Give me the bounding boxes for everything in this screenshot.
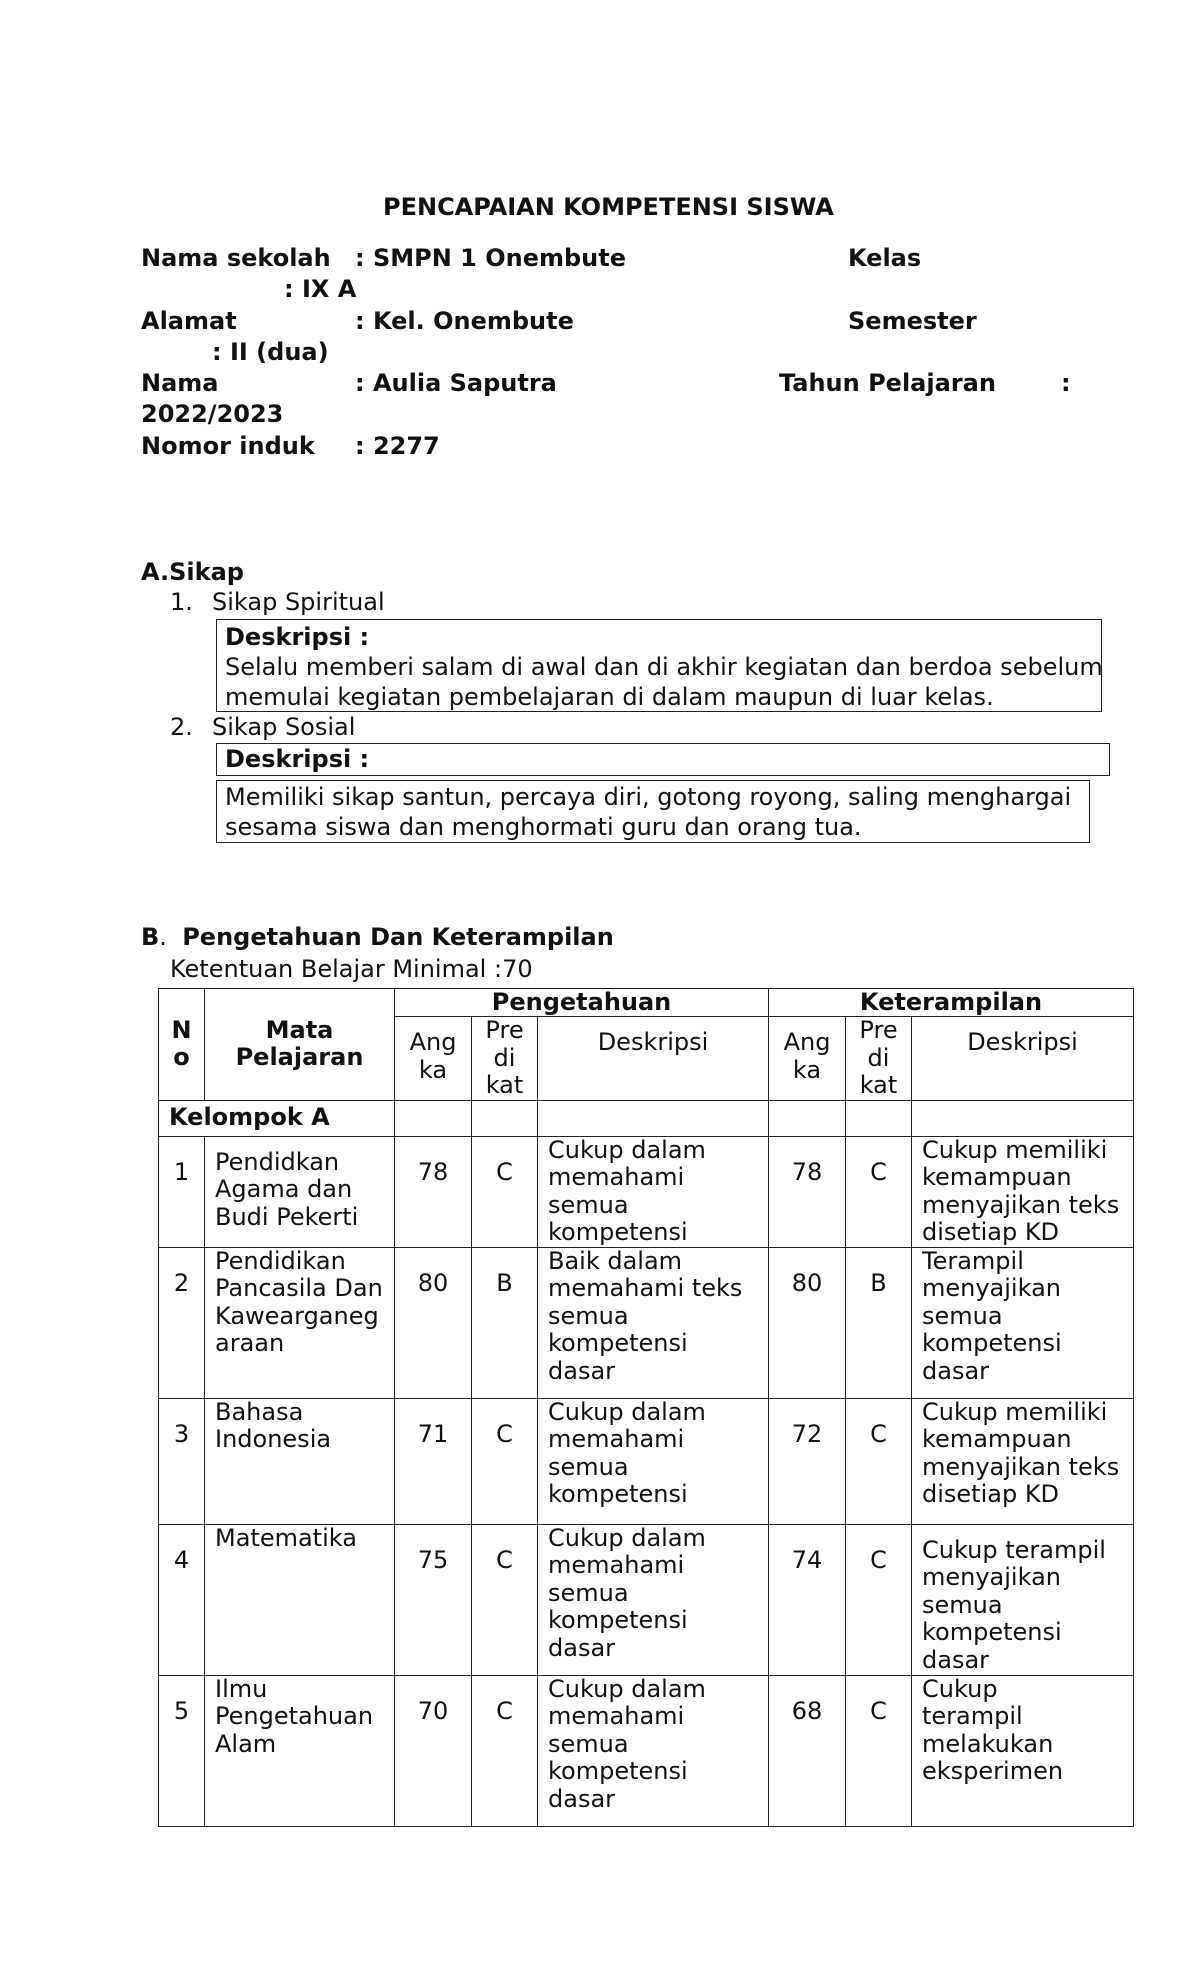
skills-predicate: C (846, 1136, 912, 1247)
skills-description (912, 1524, 1134, 1675)
address-value: : Kel. Onembute (355, 307, 574, 335)
subject-name (205, 1524, 395, 1675)
subject-name-line: Matematika (215, 1524, 357, 1552)
header-knowledge-predicate: Pre di kat (472, 1017, 538, 1101)
skills-description-line: Terampil (922, 1247, 1024, 1275)
social-number: 2. (170, 713, 193, 741)
row-number: 5 (159, 1675, 205, 1826)
header-knowledge: Pengetahuan (395, 989, 769, 1017)
grade-row (159, 1398, 1134, 1524)
subject-name (205, 1675, 395, 1826)
skills-description-line: Cukup memiliki (922, 1398, 1108, 1426)
knowledge-description-line: dasar (548, 1356, 616, 1385)
row-number: 1 (159, 1136, 205, 1247)
skills-score: 68 (769, 1675, 846, 1826)
skills-description-line: kemampuan (922, 1425, 1072, 1453)
skills-description (912, 1247, 1134, 1398)
skills-description-line: dasar (922, 1645, 990, 1674)
grade-row (159, 1136, 1134, 1247)
knowledge-description (538, 1524, 769, 1675)
class-label: Kelas (848, 244, 922, 272)
knowledge-description-line: memahami (548, 1425, 685, 1453)
grades-table (158, 988, 1134, 1827)
section-b-title: Pengetahuan Dan Keterampilan (182, 923, 614, 951)
skills-description-line: kemampuan (922, 1163, 1072, 1191)
spiritual-label: Sikap Spiritual (212, 588, 385, 616)
knowledge-description-line: memahami (548, 1163, 685, 1191)
knowledge-score: 75 (395, 1524, 472, 1675)
knowledge-description (538, 1136, 769, 1247)
knowledge-description (538, 1675, 769, 1826)
spiritual-description-line: memulai kegiatan pembelajaran di dalam maupun di luar kelas. (225, 683, 994, 711)
skills-description-line: Cukup (922, 1675, 998, 1703)
spiritual-description-box (216, 619, 1102, 712)
skills-score: 78 (769, 1136, 846, 1247)
knowledge-description-line: kompetensi (548, 1329, 688, 1357)
social-description-label: Deskripsi : (225, 745, 370, 773)
subject-name (205, 1136, 395, 1247)
skills-description-line: melakukan (922, 1729, 1054, 1758)
skills-description-line: kompetensi (922, 1329, 1062, 1357)
semester-value: : II (dua) (212, 338, 329, 366)
header-skills-predicate: Pre di kat (846, 1017, 912, 1101)
skills-description (912, 1398, 1134, 1524)
subject-name-line: Indonesia (215, 1425, 332, 1453)
knowledge-description (538, 1398, 769, 1524)
school-label: Nama sekolah (141, 244, 331, 272)
skills-predicate: C (846, 1398, 912, 1524)
skills-description-line: menyajikan (922, 1274, 1061, 1302)
subject-name-line: Pendidikan (215, 1247, 346, 1275)
header-skills: Keterampilan (769, 989, 1134, 1017)
skills-description-line: menyajikan teks (922, 1452, 1120, 1481)
knowledge-description-line: semua (548, 1452, 629, 1481)
school-value: : SMPN 1 Onembute (355, 244, 626, 272)
subject-name-line: Kawearganeg (215, 1301, 379, 1330)
subject-name (205, 1398, 395, 1524)
grade-row (159, 1247, 1134, 1398)
knowledge-predicate: C (472, 1675, 538, 1826)
skills-score: 80 (769, 1247, 846, 1398)
knowledge-description-line: semua (548, 1190, 629, 1219)
knowledge-description-line: Cukup dalam (548, 1524, 706, 1552)
knowledge-score: 70 (395, 1675, 472, 1826)
knowledge-description-line: Baik dalam (548, 1247, 683, 1275)
nis-value: : 2277 (355, 432, 440, 460)
grade-row (159, 1675, 1134, 1826)
grade-row (159, 1524, 1134, 1675)
knowledge-description-line: kompetensi (548, 1606, 688, 1634)
year-value: 2022/2023 (141, 400, 284, 428)
subject-name-line: Pendidkan (215, 1147, 340, 1176)
spiritual-description-line: Selalu memberi salam di awal dan di akhir kegiatan dan berdoa sebelum (225, 653, 1103, 681)
skills-description-line: menyajikan (922, 1563, 1061, 1591)
knowledge-description-line: semua (548, 1578, 629, 1607)
skills-description-line: dasar (922, 1356, 990, 1385)
skills-description-line: kompetensi (922, 1618, 1062, 1646)
group-label: Kelompok A (159, 1100, 395, 1136)
header-knowledge-score: Ang ka (395, 1017, 472, 1101)
knowledge-description-line: memahami teks (548, 1274, 743, 1302)
semester-label: Semester (848, 307, 977, 335)
skills-description-line: terampil (922, 1702, 1023, 1730)
row-number: 4 (159, 1524, 205, 1675)
section-b-heading (141, 922, 614, 953)
header-knowledge-description: Deskripsi (538, 1017, 769, 1101)
header-no: N o (159, 989, 205, 1101)
skills-score: 72 (769, 1398, 846, 1524)
address-label: Alamat (141, 307, 237, 335)
knowledge-description-line: dasar (548, 1633, 616, 1662)
header-skills-score: Ang ka (769, 1017, 846, 1101)
knowledge-predicate: B (472, 1247, 538, 1398)
knowledge-description-line: memahami (548, 1551, 685, 1579)
knowledge-description (538, 1247, 769, 1398)
spiritual-description-label: Deskripsi : (225, 623, 370, 651)
knowledge-predicate: C (472, 1524, 538, 1675)
knowledge-description-line: Cukup dalam (548, 1398, 706, 1426)
skills-description-line: semua (922, 1301, 1003, 1330)
knowledge-description-line: semua (548, 1301, 629, 1330)
header-subject: Mata Pelajaran (205, 989, 395, 1101)
skills-description-line: menyajikan teks (922, 1190, 1120, 1219)
social-description-line: Memiliki sikap santun, percaya diri, gotong royong, saling menghargai (225, 783, 1072, 811)
knowledge-predicate: C (472, 1398, 538, 1524)
knowledge-predicate: C (472, 1136, 538, 1247)
spiritual-number: 1. (170, 588, 193, 616)
year-colon: : (1061, 369, 1071, 397)
skills-description-line: eksperimen (922, 1757, 1064, 1785)
skills-predicate: C (846, 1675, 912, 1826)
skills-description (912, 1136, 1134, 1247)
social-description-line: sesama siswa dan menghormati guru dan orang tua. (225, 813, 862, 841)
row-number: 3 (159, 1398, 205, 1524)
name-value: : Aulia Saputra (355, 369, 557, 397)
row-number: 2 (159, 1247, 205, 1398)
subject-name-line: Budi Pekerti (215, 1202, 359, 1231)
header-skills-description: Deskripsi (912, 1017, 1134, 1101)
year-label: Tahun Pelajaran (779, 369, 996, 397)
knowledge-description-line: kompetensi (548, 1480, 688, 1508)
social-label: Sikap Sosial (212, 713, 356, 741)
skills-score: 74 (769, 1524, 846, 1675)
subject-name-line: Pengetahuan (215, 1702, 374, 1730)
nis-label: Nomor induk (141, 432, 315, 460)
skills-description-line: Cukup terampil (922, 1535, 1106, 1564)
section-b-dot: . (159, 923, 167, 951)
skills-description (912, 1675, 1134, 1826)
knowledge-description-line: Cukup dalam (548, 1136, 706, 1164)
subject-name-line: Alam (215, 1729, 277, 1758)
skills-description-line: semua (922, 1590, 1003, 1619)
knowledge-description-line: kompetensi (548, 1218, 688, 1246)
knowledge-description-line: semua (548, 1729, 629, 1758)
skills-predicate: C (846, 1524, 912, 1675)
knowledge-description-line: memahami (548, 1702, 685, 1730)
social-description-box (216, 780, 1090, 843)
page-title: PENCAPAIAN KOMPETENSI SISWA (383, 193, 834, 221)
subject-name-line: Pancasila Dan (215, 1274, 383, 1302)
social-description-label-box (216, 743, 1110, 776)
knowledge-score: 71 (395, 1398, 472, 1524)
kbm-text: Ketentuan Belajar Minimal :70 (170, 955, 533, 983)
name-label: Nama (141, 369, 219, 397)
subject-name (205, 1247, 395, 1398)
class-value: : IX A (284, 275, 357, 303)
skills-description-line: Cukup memiliki (922, 1136, 1108, 1164)
subject-name-line: Ilmu (215, 1675, 268, 1703)
subject-name-line: Bahasa (215, 1398, 304, 1426)
subject-name-line: araan (215, 1329, 285, 1357)
section-a-heading: A.Sikap (141, 558, 244, 586)
subject-name-line: Agama dan (215, 1175, 353, 1203)
section-b-letter: B (141, 923, 160, 951)
skills-description-line: disetiap KD (922, 1480, 1060, 1508)
skills-predicate: B (846, 1247, 912, 1398)
knowledge-score: 80 (395, 1247, 472, 1398)
knowledge-score: 78 (395, 1136, 472, 1247)
knowledge-description-line: Cukup dalam (548, 1675, 706, 1703)
knowledge-description-line: dasar (548, 1784, 616, 1813)
knowledge-description-line: kompetensi (548, 1757, 688, 1785)
skills-description-line: disetiap KD (922, 1218, 1060, 1246)
